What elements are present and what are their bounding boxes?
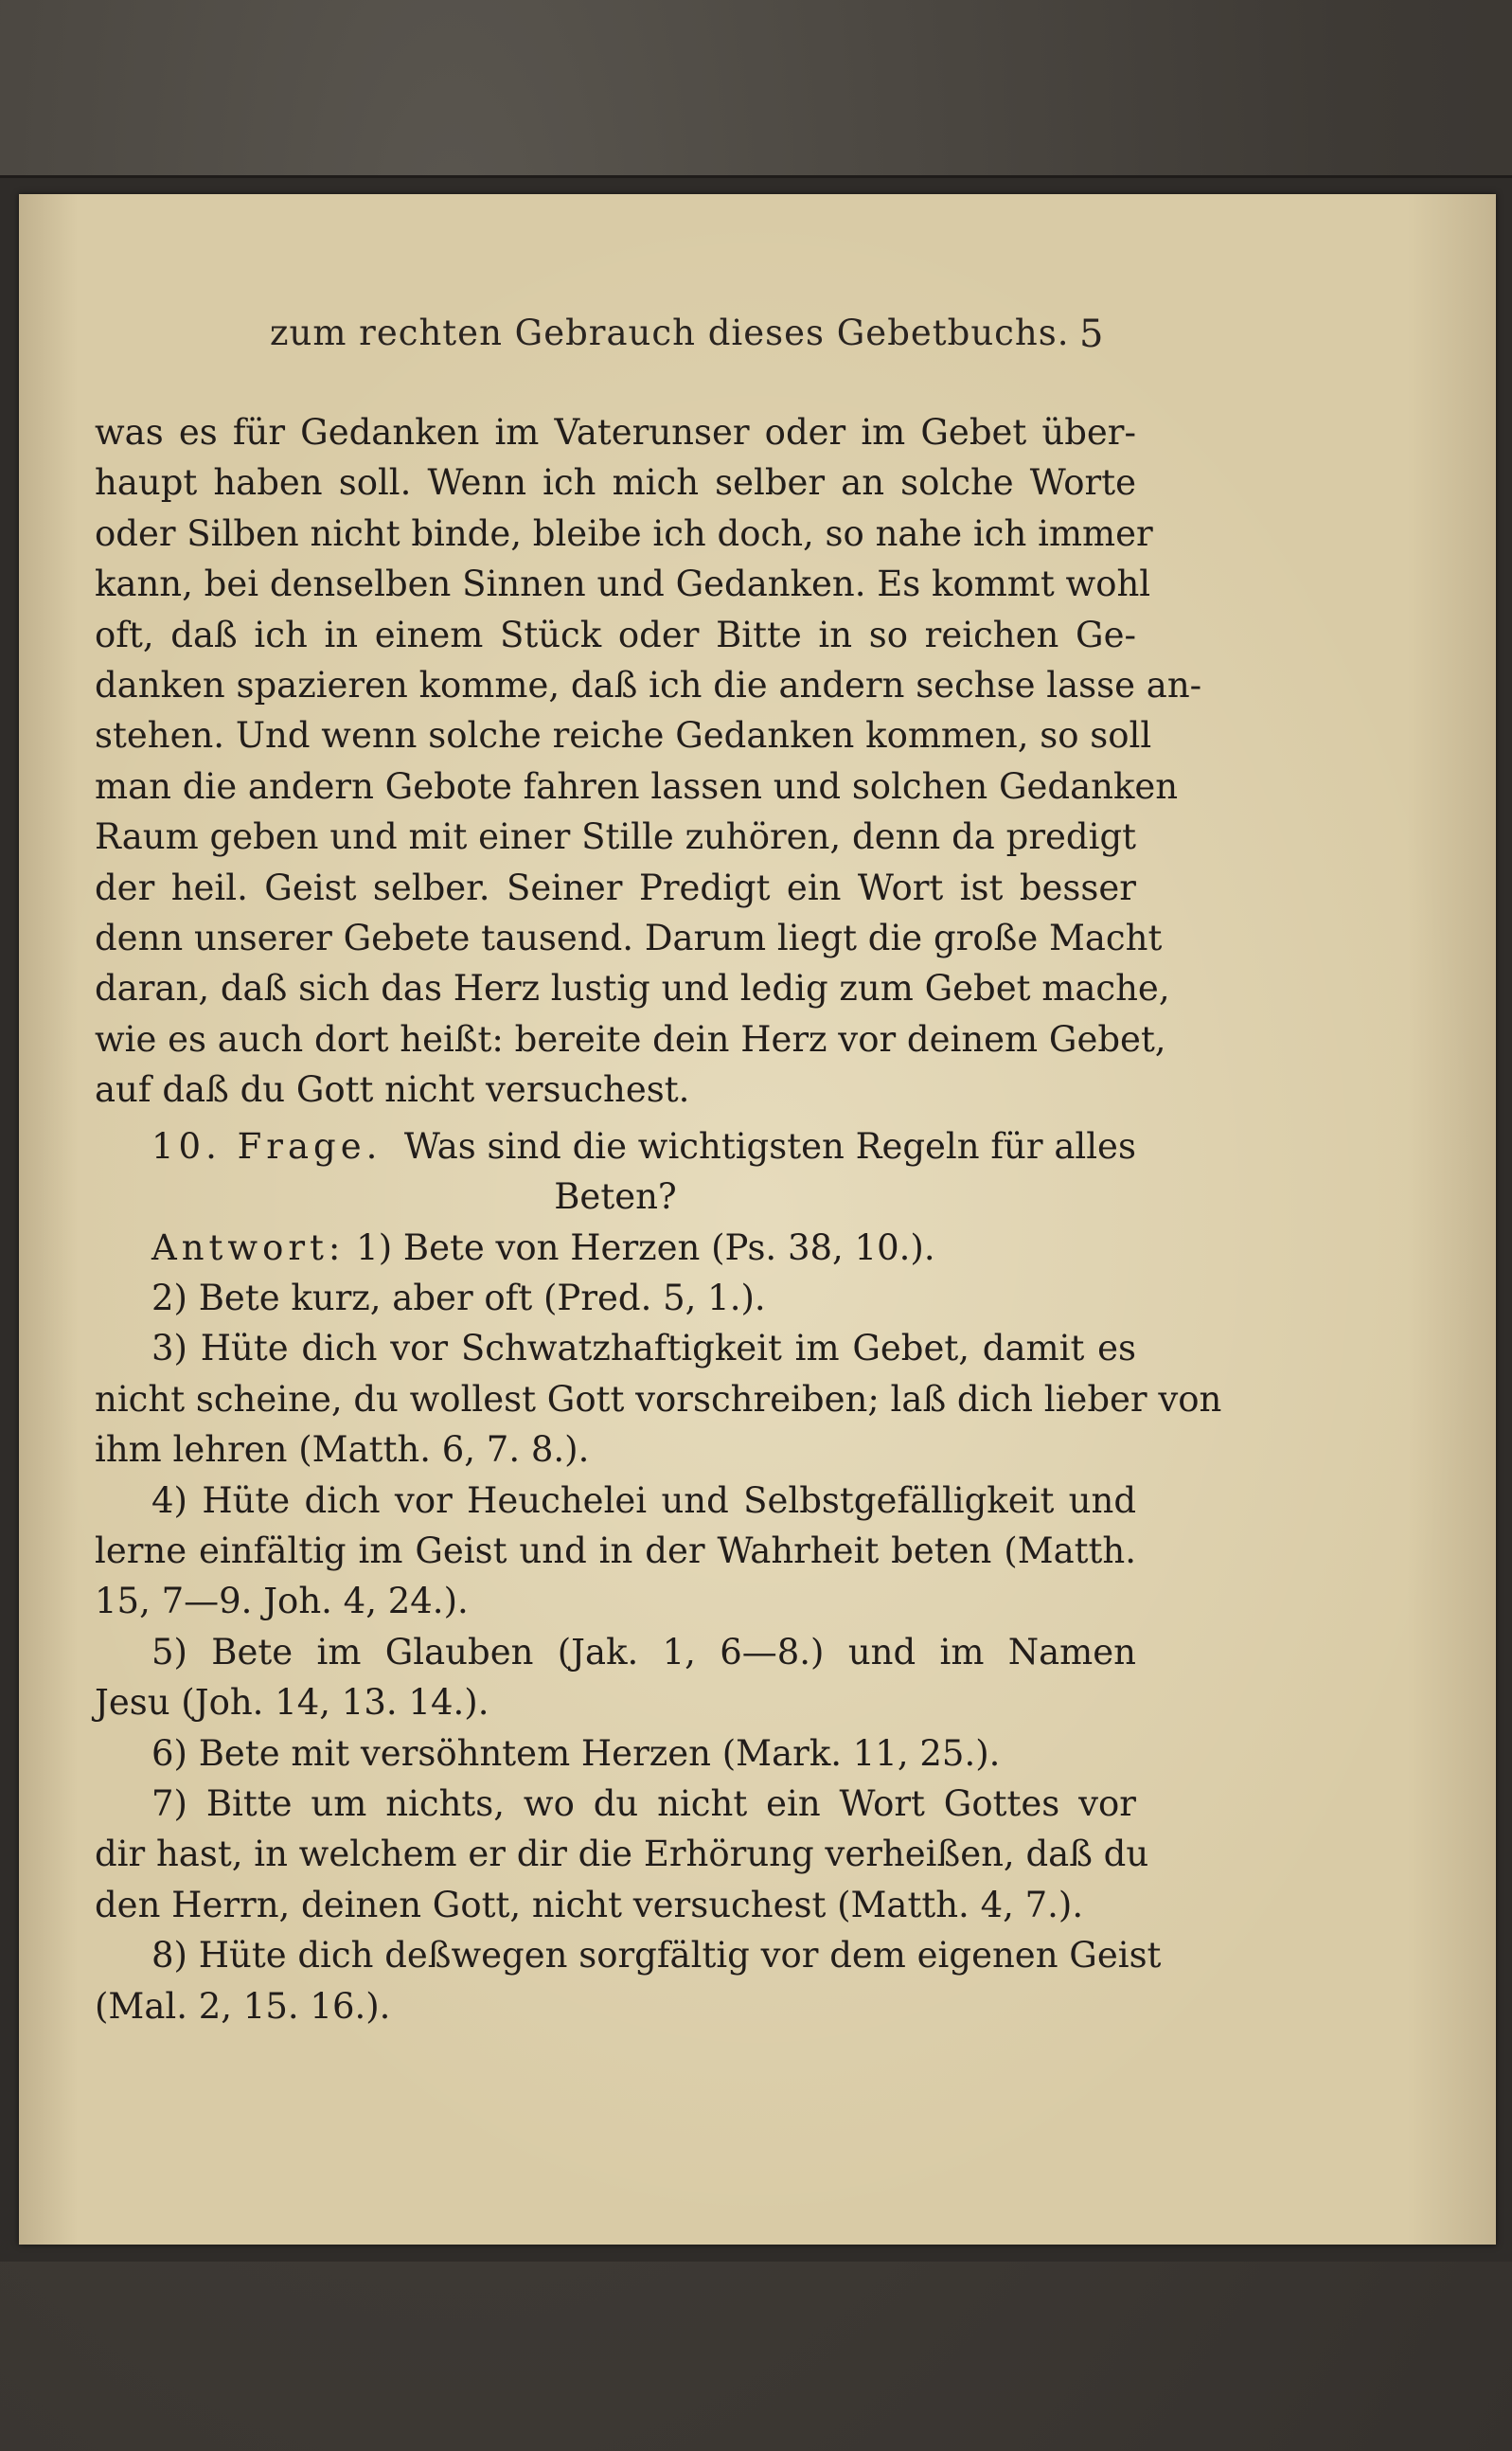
rule-2: 2) Bete kurz, aber oft (Pred. 5, 1.). [151,1277,766,1318]
text-line: stehen. Und wenn solche reiche Gedanken kommen, so soll [95,715,1152,757]
question-text: Was sind die wichtigsten Regeln für alles [403,1125,1136,1167]
text-line: daran, daß sich das Herz lustig und ledig zum Gebet mache, [95,968,1170,1010]
rule-8: 8) Hüte dich deßwegen sorgfältig vor dem eigenen Geist [151,1935,1162,1977]
text-line: kann, bei denselben Sinnen und Gedanken. Es kommt wohl [95,564,1151,605]
question [95,1121,1136,1223]
page-number: 5 [1079,313,1104,356]
question-label: 10. Frage. [151,1125,382,1167]
rule-5: 5) Bete im Glauben (Jak. 1, 6—8.) und im Namen [151,1631,1136,1673]
rule-7: 7) Bitte um nichts, wo du nicht ein Wort Gottes vor [151,1782,1136,1824]
running-head: zum rechten Gebrauch dieses Gebetbuchs. [270,313,1070,353]
question-line [95,1121,1136,1172]
paragraph [95,407,1202,1116]
answer [95,1223,1222,2032]
rule-8-line: (Mal. 2, 15. 16.). [95,1985,391,2027]
rule-5-line: Jesu (Joh. 14, 13. 14.). [95,1682,489,1724]
body-text [95,407,1222,2031]
answer-label: Antwort: [151,1226,346,1268]
rule-3: 3) Hüte dich vor Schwatzhaftigkeit im Gebet, damit es [151,1328,1136,1369]
text-line: was es für Gedanken im Vaterunser oder im Gebet über- [95,412,1136,453]
rule-3-line: ihm lehren (Matth. 6, 7. 8.). [95,1429,590,1471]
rule-6: 6) Bete mit versöhntem Herzen (Mark. 11, 25.). [151,1732,1001,1774]
book-page [19,194,1496,2245]
rule-7-line: den Herrn, deinen Gott, nicht versuchest (Matth. 4, 7.). [95,1884,1084,1925]
rule-1 [95,1223,1136,1273]
rule-4: 4) Hüte dich vor Heuchelei und Selbstgefälligkeit und [151,1479,1136,1521]
text-line: wie es auch dort heißt: bereite dein Herz vor deinem Gebet, [95,1018,1166,1060]
rule-4-line: 15, 7—9. Joh. 4, 24.). [95,1581,469,1622]
page-header [19,313,1496,379]
rule-3-line: nicht scheine, du wollest Gott vorschreiben; laß dich lieber von [95,1378,1222,1420]
text-line: auf daß du Gott nicht versuchest. [95,1069,690,1111]
text-line: denn unserer Gebete tausend. Darum liegt die große Macht [95,918,1163,959]
text-line: danken spazieren komme, daß ich die andern sechse lasse an- [95,665,1202,707]
rule-4-line: lerne einfältig im Geist und in der Wahrheit beten (Matth. [95,1530,1136,1571]
text-line: man die andern Gebote fahren lassen und solchen Gedanken [95,765,1179,807]
text-line: haupt haben soll. Wenn ich mich selber an solche Worte [95,462,1136,504]
rule-7-line: dir hast, in welchem er dir die Erhörung verheißen, daß du [95,1834,1149,1875]
text-line: oder Silben nicht binde, bleibe ich doch, so nahe ich immer [95,512,1153,554]
question-line-2: Beten? [554,1176,677,1218]
text-line: der heil. Geist selber. Seiner Predigt ein Wort ist besser [95,867,1136,908]
text-line: Raum geben und mit einer Stille zuhören, denn da predigt [95,816,1136,858]
rule-text: 1) Bete von Herzen (Ps. 38, 10.). [356,1226,935,1268]
text-line: oft, daß ich in einem Stück oder Bitte in so reichen Ge- [95,614,1136,655]
